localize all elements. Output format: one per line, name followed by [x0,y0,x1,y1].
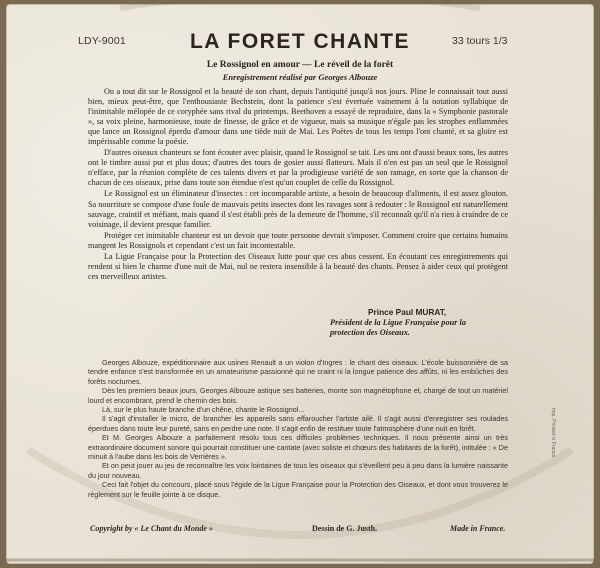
body-paragraph: La Ligue Française pour la Protection des Oiseaux lutte pour que ces abus cessent. En écoutant ces enregistrements qui rendent si bien le charme d'une nuit de Mai, nul ne restera insensible à la beauté des chants. Pensez à aider ceux qui protègent ces merveilleux artistes. [88,251,508,281]
catalog-number: LDY-9001 [78,35,126,47]
notes-paragraph: Et on peut jouer au jeu de reconnaître les voix lointaines de tous les oiseaux qui s'éveillent peu à peu dans la lumière naissante du jour nouveau. [88,461,508,480]
record-speed: 33 tours 1/3 [452,35,508,47]
liner-notes-main [88,87,508,283]
notes-paragraph: Ceci fait l'objet du concours, placé sous l'égide de la Ligue Française pour la Protection des Oiseaux, et dont vous trouverez le règlement sur le feuille jointe à ce disque. [88,480,508,499]
notes-paragraph: Il s'agit d'installer le micro, de brancher les appareils sans effaroucher l'artiste ailé. Il s'agit aussi d'enregistrer ses roulades éperdues dans toute leur pureté, sans en perdre une note. Il s'agit enfin de restituer toute l'atmosphère d'une nuit en forêt. [88,414,508,433]
signer-name: Prince Paul MURAT, [368,307,447,317]
body-paragraph: Protéger cet inimitable chanteur est un devoir que toute personne devrait s'imposer. Comment croire que certains humains mangent les Rossignols et cependant c'est un fait incontestable. [88,230,508,250]
body-paragraph: Le Rossignol est un éliminateur d'insectes : cet incomparable artiste, a besoin de beaucoup d'aliments, il est assez glouton. Sa nourriture se compose d'une foule de mauvais petits insectes dont les ravages sont à redouter : le Rossignol est naturellement sauvage, craintif et méfiant, mais quand il s'est établi près de la demeure de l'homme, s'il reconnaît qu'il n'a rien à craindre de ce voisinage, il devient presque familier. [88,189,508,229]
made-in-france: Made in France. [450,524,506,533]
album-subtitle: Le Rossignol en amour — Le réveil de la forêt [206,60,394,70]
recording-credit: Enregistrement réalisé par Georges Albouze [222,72,378,82]
signer-title: Président de la Ligue Française pour la protection des Oiseaux. [330,318,466,337]
recording-notes [88,358,508,499]
body-paragraph: On a tout dit sur le Rossignol et la beauté de son chant, depuis l'antiquité jusqu'à nos jours. Pline le connaissait tout aussi bien, mieux peut-être, que l'enthousiaste Bechstein, dont la patience s'est évertuée vainement à la notation syllabique de l'inimitable mélopée de ce coryphée sans rival du printemps. Beethoven a essayé de reproduire, dans la « Symphonie pastorale », sa voix pleine, harmonieuse, toute de finesse, de grâce et de vigueur, mais sa musique n'égale pas les strophes enflammées que lance un Rossignol éperdu d'amour dans une tiède nuit de Mai. Les Poètes de tous les temps l'ont chanté, et sa gloire est impérissable comme la poésie. [88,87,508,147]
notes-paragraph: Georges Albouze, expéditionnaire aux usines Renault a un violon d'Ingres : le chant des oiseaux. L'école buissonnière de sa tendre enfance s'est transformée en un amateurisme passionné qui ne craint ni la longue patience des affûts, ni les embûches des forêts nocturnes. [88,358,508,386]
printer-mark-text: Imp. Printed in France [550,408,556,458]
album-title: LA FORET CHANTE [189,30,411,53]
body-paragraph: D'autres oiseaux chanteurs se font écouter avec plaisir, quand le Rossignol se tait. Les uns ont d'aussi beaux sons, les autres ont le timbre aussi pur et plus doux; d'autres des tours de gosier aussi flatteurs. Mais il n'en est pas un seul que le Rossignol n'efface, par la réunion complète de ces talents divers et par la prodigieuse variété de son ramage, en sorte que la chanson de chacun de ces oiseaux, prise dans toute son étendue n'est qu'un couplet de celle du Rossignol. [88,148,508,188]
copyright-line: Copyright by « Le Chant du Monde » [90,524,213,533]
notes-paragraph: Là, sur le plus haute branche d'un chêne, chante le Rossignol... [102,405,305,415]
printer-mark [550,408,566,478]
notes-paragraph: Dès les premiers beaux jours, Georges Albouze astique ses batteries, monte son magnétophone et, chargé de tout un matériel lourd et encombrant, prend le chemin des bois. [88,386,508,405]
design-credit: Dessin de G. Justh. [312,524,378,533]
notes-paragraph: Et M. Georges Albouze a parfaitement résolu tous ces difficiles problèmes techniques. Il nous présente ainsi un très extraordinaire document sonore qui pourrait constituer une cantate (avec soliste et chœurs des habitants de la forêt), intitulée : « De minuit à l'aube dans les bois de Verrières ». [88,433,508,462]
